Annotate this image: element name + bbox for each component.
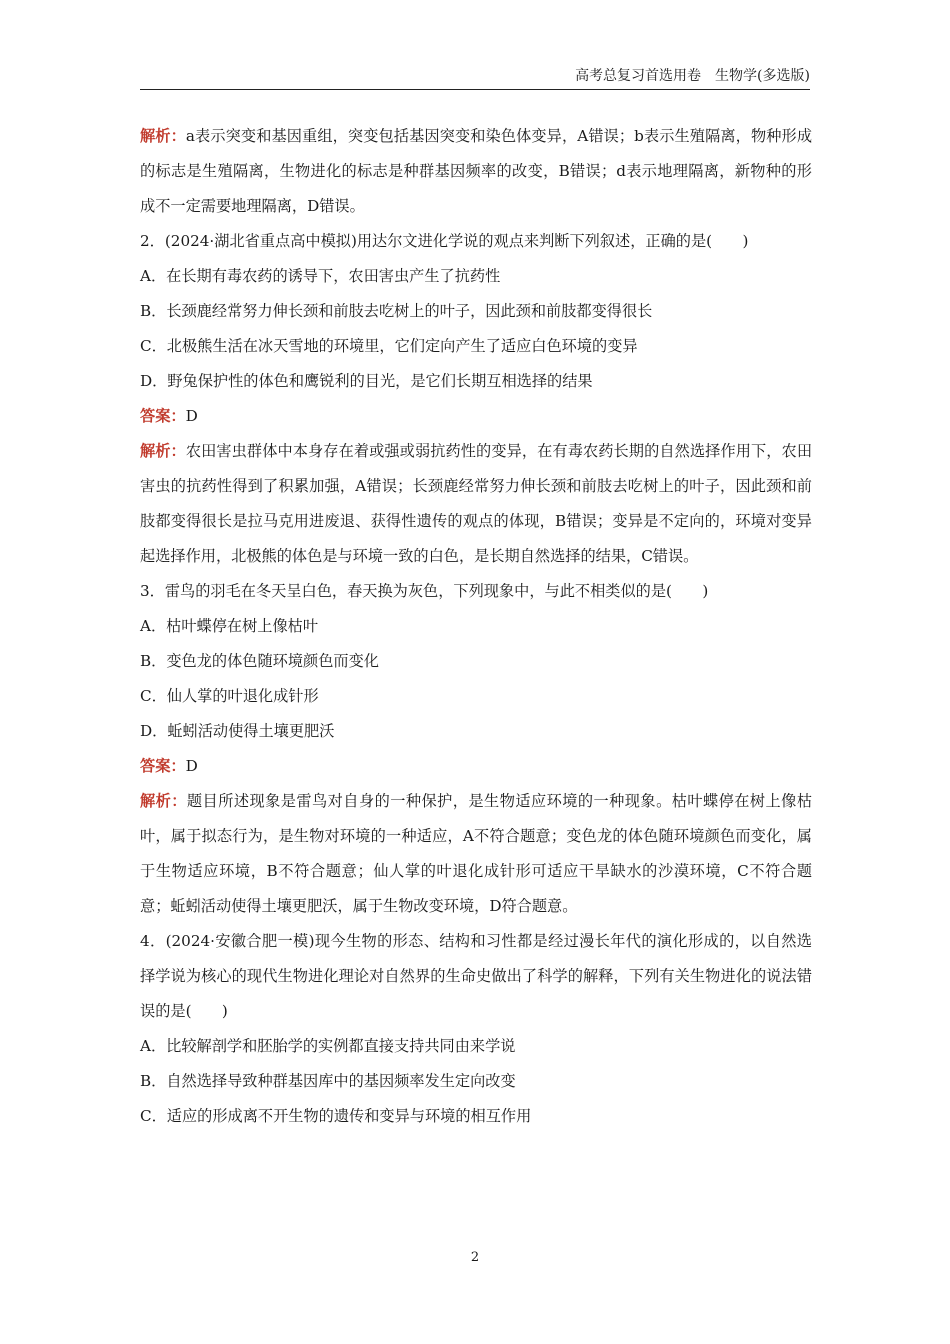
q3-option-d: D．蚯蚓活动使得土壤更肥沃: [140, 722, 335, 740]
q2-option-c: C．北极熊生活在冰天雪地的环境里，它们定向产生了适应白色环境的变异: [140, 337, 638, 355]
q4-option-a: A．比较解剖学和胚胎学的实例都直接支持共同由来学说: [140, 1037, 516, 1055]
analysis-label: 解析：: [140, 127, 186, 145]
q1-analysis: [140, 119, 812, 224]
q3-option-b: B．变色龙的体色随环境颜色而变化: [140, 652, 379, 670]
header-rule: [140, 89, 810, 90]
answer-label: 答案：: [140, 757, 186, 775]
q3-analysis-text: 题目所述现象是雷鸟对自身的一种保护，是生物适应环境的一种现象。枯叶蝶停在树上像枯叶，属于拟态行为，是生物对环境的一种适应，A不符合题意；变色龙的体色随环境颜色而变化，属于生物适应环境，B不符合题意；仙人掌的叶退化成针形可适应干旱缺水的沙漠环境，C不符合题意；蚯蚓活动使得土壤更肥沃，属于生物改变环境，D符合题意。: [140, 792, 813, 915]
q2-analysis: [140, 434, 812, 574]
q2-option-d: D．野兔保护性的体色和鹰锐利的目光，是它们长期互相选择的结果: [140, 372, 593, 390]
q2-analysis-text: 农田害虫群体中本身存在着或强或弱抗药性的变异，在有毒农药长期的自然选择作用下，农田害虫的抗药性得到了积累加强，A错误；长颈鹿经常努力伸长颈和前肢去吃树上的叶子，因此颈和前肢都变得很长是拉马克用进废退、获得性遗传的观点的体现，B错误；变异是不定向的，环境对变异起选择作用，北极熊的体色是与环境一致的白色，是长期自然选择的结果，C错误。: [140, 442, 813, 565]
analysis-label: 解析：: [140, 792, 187, 810]
q4-stem: 4．(2024·安徽合肥一模)现今生物的形态、结构和习性都是经过漫长年代的演化形成的，以自然选择学说为核心的现代生物进化理论对自然界的生命史做出了科学的解释，下列有关生物进化的说法错误的是( ): [140, 932, 812, 1020]
q3-option-c: C．仙人掌的叶退化成针形: [140, 687, 319, 705]
q3-answer: [140, 749, 812, 784]
q2-answer-value: D: [185, 407, 198, 425]
running-header: 高考总复习首选用卷 生物学(多选版): [575, 68, 810, 84]
q2-option-b: B．长颈鹿经常努力伸长颈和前肢去吃树上的叶子，因此颈和前肢都变得很长: [140, 302, 653, 320]
analysis-label: 解析：: [140, 442, 186, 460]
answer-label: 答案：: [140, 407, 186, 425]
q3-analysis: [140, 784, 812, 924]
q4-option-c: C．适应的形成离不开生物的遗传和变异与环境的相互作用: [140, 1107, 532, 1125]
q2-answer: [140, 399, 812, 434]
q2-option-a: A．在长期有毒农药的诱导下，农田害虫产生了抗药性: [140, 267, 501, 285]
q3-option-a: A．枯叶蝶停在树上像枯叶: [140, 617, 319, 635]
q1-analysis-text: a表示突变和基因重组，突变包括基因突变和染色体变异，A错误；b表示生殖隔离，物种形成的标志是生殖隔离，生物进化的标志是种群基因频率的改变，B错误；d表示地理隔离，新物种的形成不一定需要地理隔离，D错误。: [140, 127, 813, 215]
page-number: 2: [470, 1250, 480, 1265]
q4-option-b: B．自然选择导致种群基因库中的基因频率发生定向改变: [140, 1072, 516, 1090]
q3-stem: 3．雷鸟的羽毛在冬天呈白色，春天换为灰色，下列现象中，与此不相类似的是( ): [140, 582, 709, 600]
q3-answer-value: D: [185, 757, 198, 775]
q2-stem: 2．(2024·湖北省重点高中模拟)用达尔文进化学说的观点来判断下列叙述，正确的是( ): [140, 232, 749, 250]
page-body: [140, 119, 812, 1134]
